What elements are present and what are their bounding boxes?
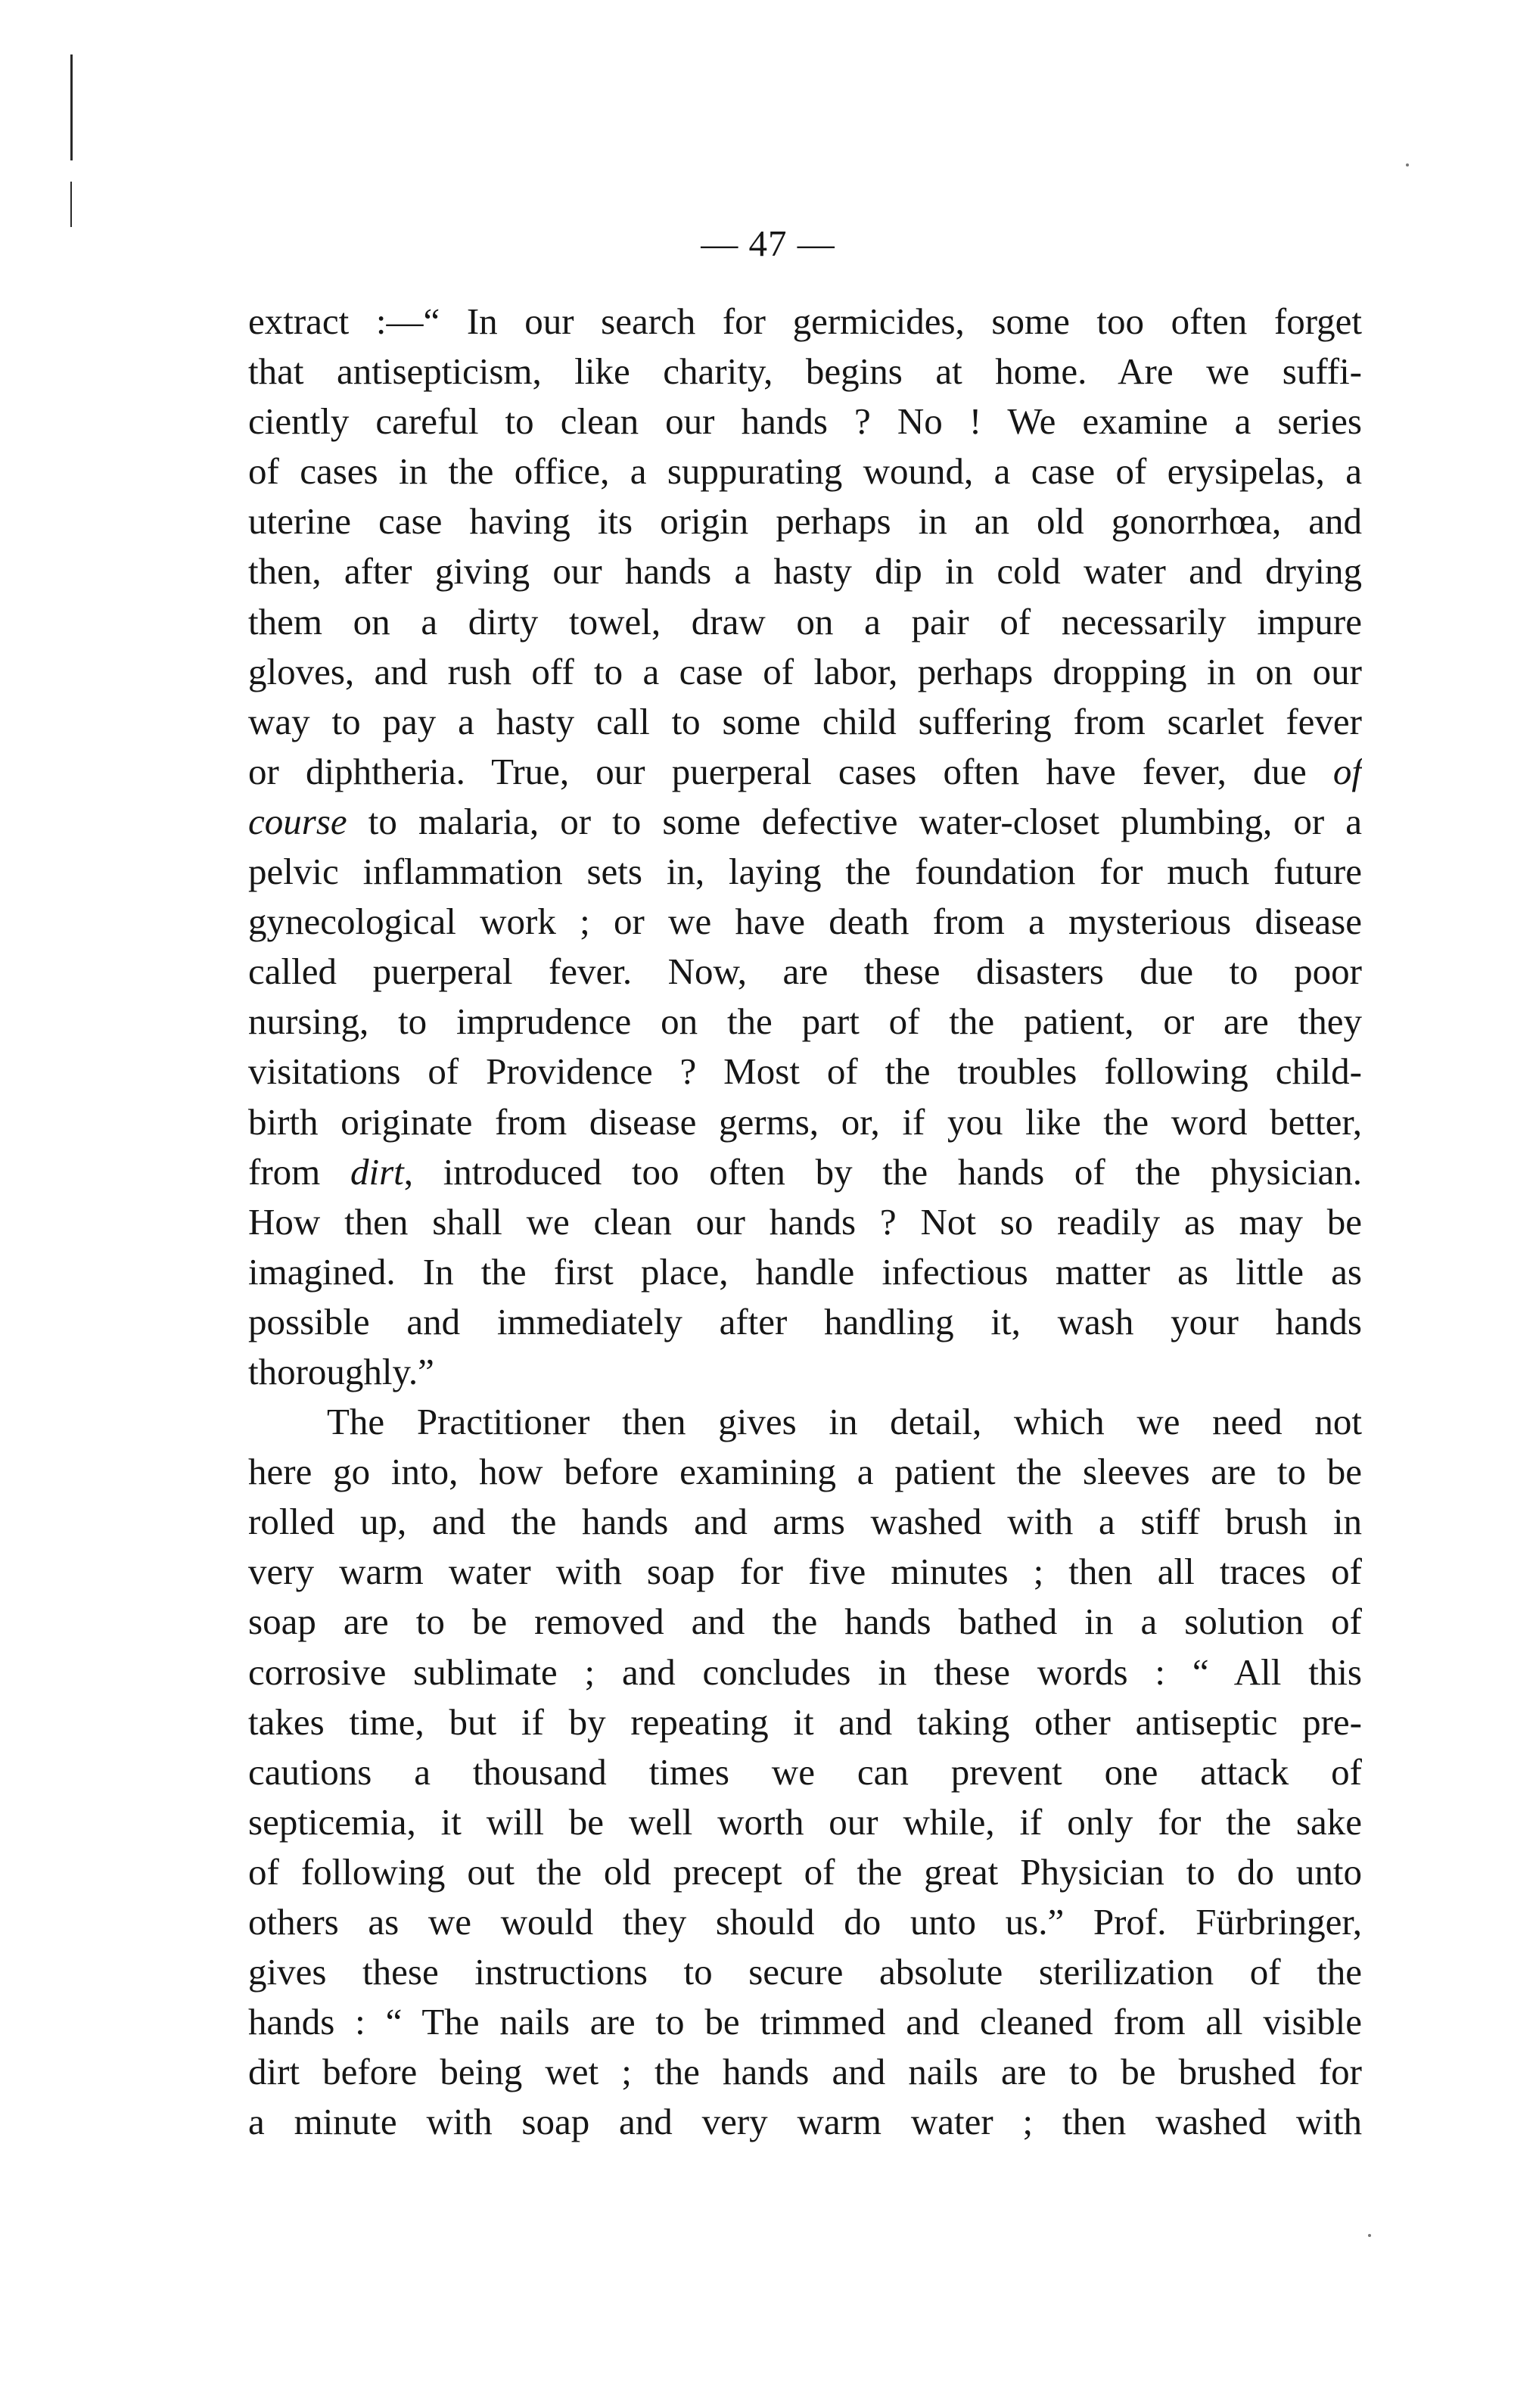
text-line: soap are to be removed and the hands bathed in a solution of <box>248 1601 1362 1643</box>
text-line: How then shall we clean our hands ? Not so readily as may be <box>248 1200 1362 1243</box>
text-line: way to pay a hasty call to some child suffering from scarlet fever <box>248 700 1362 742</box>
text-line: here go into, how before examining a patient the sleeves are to be <box>248 1451 1362 1493</box>
text-line: very warm water with soap for five minutes ; then all traces of <box>248 1551 1362 1593</box>
text-line: pelvic inflammation sets in, laying the foundation for much future <box>248 851 1362 893</box>
text-line: septicemia, it will be well worth our while, if only for the sake <box>248 1800 1362 1843</box>
text-line: gloves, and rush off to a case of labor, perhaps dropping in on our <box>248 650 1362 692</box>
text-line: corrosive sublimate ; and concludes in these words : “ All this <box>248 1650 1362 1693</box>
page-number: — 47 — <box>701 222 835 264</box>
text-line: course to malaria, or to some defective water-closet plumbing, or a <box>248 800 1362 842</box>
text-line: others as we would they should do unto us.” Prof. Fürbringer, <box>248 1901 1362 1943</box>
text-line: a minute with soap and very warm water ; then washed with <box>248 2101 1362 2143</box>
text-line: possible and immediately after handling it, wash your hands <box>248 1300 1362 1342</box>
text-line: nursing, to imprudence on the part of the patient, or are they <box>248 1000 1362 1043</box>
text-line: of following out the old precept of the great Physician to do unto <box>248 1850 1362 1893</box>
text-line: uterine case having its origin perhaps in an old gonorrhœa, and <box>248 500 1362 543</box>
text-line: cautions a thousand times we can prevent one attack of <box>248 1750 1362 1793</box>
body-text <box>248 297 1362 2147</box>
paper-speck <box>1406 163 1409 166</box>
text-line: rolled up, and the hands and arms washed with a stiff brush in <box>248 1501 1362 1543</box>
text-line: ciently careful to clean our hands ? No ! We examine a series <box>248 400 1362 443</box>
text-line: from dirt, introduced too often by the hands of the physician. <box>248 1150 1362 1193</box>
text-line: imagined. In the first place, handle infectious matter as little as <box>248 1250 1362 1293</box>
text-line: gynecological work ; or we have death from a mysterious disease <box>248 901 1362 943</box>
text-line: visitations of Providence ? Most of the troubles following child- <box>248 1050 1362 1093</box>
text-line: that antisepticism, like charity, begins at home. Are we suffi- <box>248 350 1362 393</box>
text-line: thoroughly.” <box>248 1350 434 1392</box>
binding-edge-mark <box>70 182 72 227</box>
binding-edge-mark <box>70 54 73 160</box>
text-line: takes time, but if by repeating it and taking other antiseptic pre- <box>248 1700 1362 1743</box>
italic-emphasis: course <box>248 800 347 842</box>
italic-emphasis: of <box>1332 750 1362 792</box>
text-line: birth originate from disease germs, or, if you like the word better, <box>248 1100 1362 1143</box>
text-line: extract :—“ In our search for germicides, some too often forget <box>248 300 1362 342</box>
paper-speck <box>1368 2234 1371 2237</box>
text-line: then, after giving our hands a hasty dip in cold water and drying <box>248 550 1362 593</box>
text-line: gives these instructions to secure absolute sterilization of the <box>248 1951 1362 1993</box>
text-line: hands : “ The nails are to be trimmed and cleaned from all visible <box>248 2001 1362 2043</box>
text-line: of cases in the office, a suppurating wound, a case of erysipelas, a <box>248 450 1362 493</box>
text-line: them on a dirty towel, draw on a pair of necessarily impure <box>248 600 1362 642</box>
paragraph-first-line: The Practitioner then gives in detail, which we need not <box>327 1401 1362 1443</box>
text-line: dirt before being wet ; the hands and nails are to be brushed for <box>248 2051 1362 2093</box>
italic-emphasis: dirt <box>350 1150 404 1193</box>
text-line: called puerperal fever. Now, are these disasters due to poor <box>248 950 1362 993</box>
text-line: or diphtheria. True, our puerperal cases often have fever, due of <box>248 750 1362 792</box>
